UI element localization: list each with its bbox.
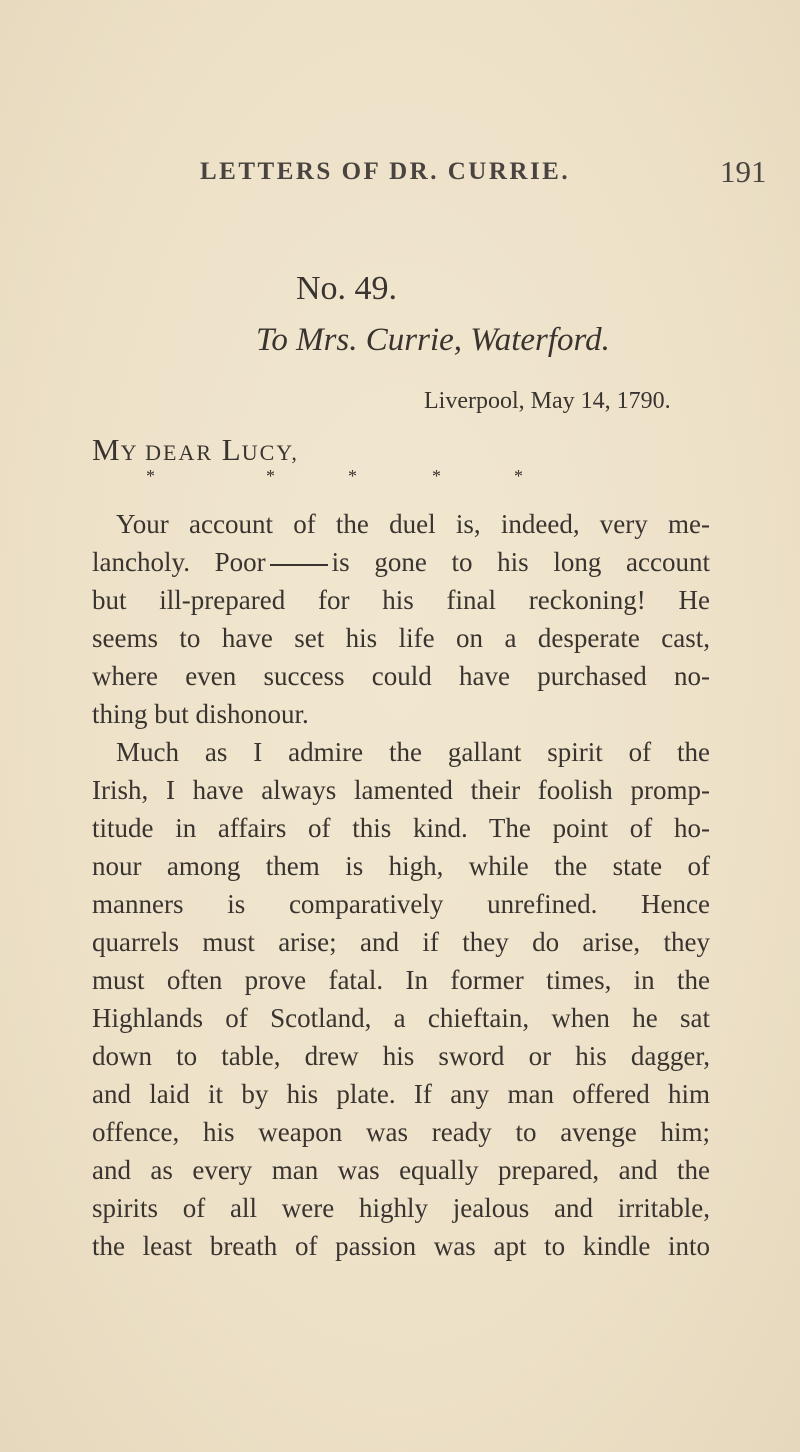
body-line-9: titude in affairs of this kind. The point of ho- [92,813,710,843]
running-head: LETTERS OF DR. CURRIE. [200,158,571,185]
asterism-5: * [514,466,523,486]
salutation-initial-l: L [221,432,242,467]
body-line-4: seems to have set his life on a desperate cast, [92,623,710,653]
body-line-15: down to table, drew his sword or his dagger, [92,1041,710,1071]
salutation [92,432,299,468]
body-line-12: quarrels must arise; and if they do arise, they [92,927,710,957]
body-line-3: but ill-prepared for his final reckoning! He [92,585,710,615]
body-line-16: and laid it by his plate. If any man offered him [92,1079,710,1109]
salutation-initial-m: M [92,432,121,467]
asterism-2: * [266,466,275,486]
asterism-3: * [348,466,357,486]
body-line-11: manners is comparatively unrefined. Hence [92,889,710,919]
body-line-10: nour among them is high, while the state of [92,851,710,881]
asterism-4: * [432,466,441,486]
letter-number: No. 49. [296,270,398,307]
salutation-small-caps-lucy: UCY, [241,440,299,465]
body-line-17: offence, his weapon was ready to avenge him; [92,1117,710,1147]
body-line-14: Highlands of Scotland, a chieftain, when he sat [92,1003,710,1033]
salutation-small-caps-my-dear: Y DEAR [120,440,214,465]
body-line-2-start: lancholy. Poor [92,547,266,577]
letter-dateline: Liverpool, May 14, 1790. [424,388,671,414]
body-line-1: Your account of the duel is, indeed, very me- [116,509,710,539]
body-line-13: must often prove fatal. In former times, in the [92,965,710,995]
body-line-7: Much as I admire the gallant spirit of the [116,737,710,767]
body-line-5: where even success could have purchased no- [92,661,710,691]
body-line-2-end: is gone to his long account [331,547,710,577]
body-line-19: spirits of all were highly jealous and irritable, [92,1193,710,1223]
asterism-1: * [146,466,155,486]
letter-addressee: To Mrs. Currie, Waterford. [256,322,610,358]
body-line-20: the least breath of passion was apt to kindle into [92,1231,710,1261]
body-line-2 [92,544,710,580]
page-number: 191 [720,154,767,189]
body-line-6: thing but dishonour. [92,699,309,729]
asterism-row [146,466,800,492]
name-omission-dash [270,564,328,566]
body-line-8: Irish, I have always lamented their foolish promp- [92,775,710,805]
body-line-18: and as every man was equally prepared, and the [92,1155,710,1185]
